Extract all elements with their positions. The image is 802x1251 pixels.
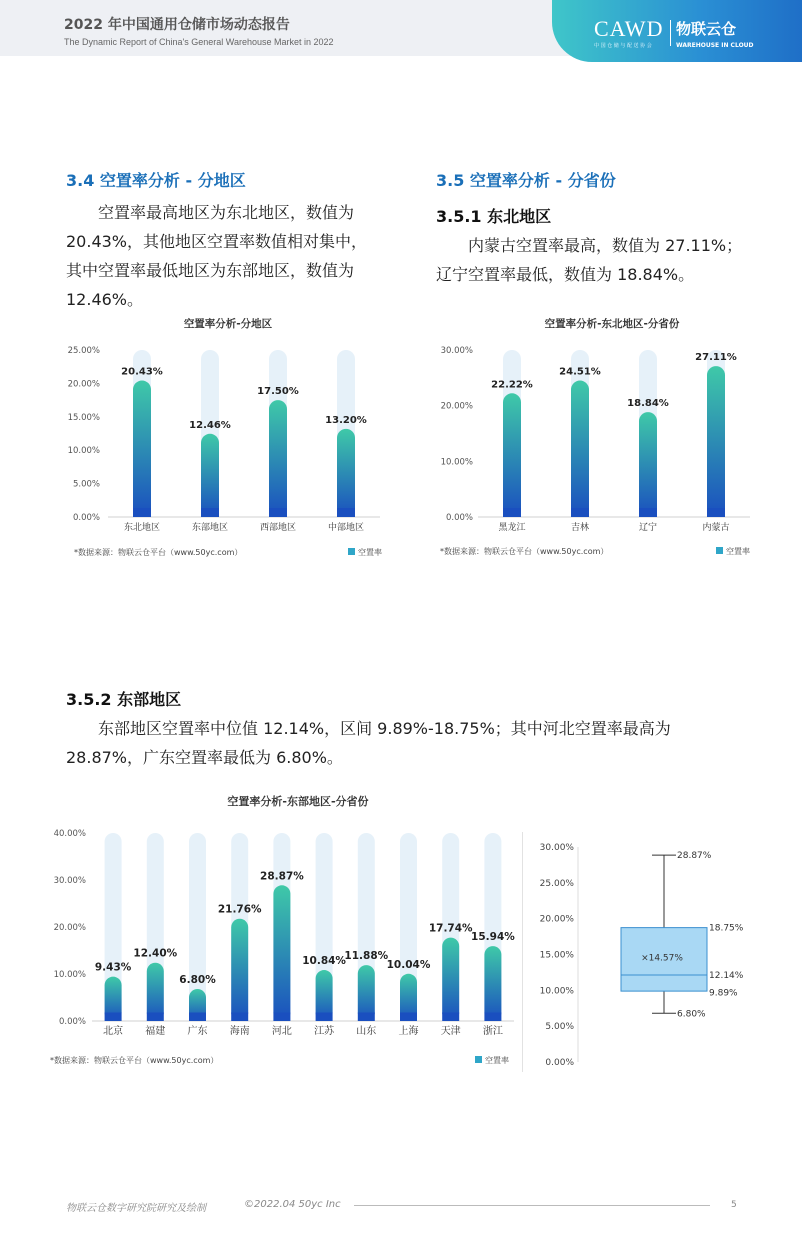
x-tick-label: 广东 — [187, 1026, 208, 1037]
data-label: 12.46% — [189, 419, 231, 431]
section-351-paragraph — [436, 231, 766, 289]
brand-logo-subtitle: WAREHOUSE IN CLOUD — [676, 42, 754, 49]
data-label: 27.11% — [695, 352, 737, 364]
median-label: 12.14% — [709, 970, 744, 981]
legend-label: 空置率 — [485, 1056, 509, 1065]
y-tick-label: 30.00% — [53, 876, 86, 886]
bar-base — [231, 1013, 248, 1022]
chart-east-svg — [44, 788, 520, 1073]
bar — [273, 885, 290, 1021]
data-label: 18.84% — [627, 398, 669, 410]
cawd-logo-subtitle: 中 国 仓 储 与 配 送 协 会 — [594, 43, 652, 49]
section-352-paragraph — [66, 714, 746, 772]
x-tick-label: 西部地区 — [259, 523, 297, 533]
chart-by-region — [60, 310, 390, 565]
data-label: 21.76% — [217, 903, 262, 916]
chart-east-boxplot — [530, 835, 760, 1075]
section-352-line-2: 28.87%，广东空置率最低为 6.80%。 — [66, 748, 343, 767]
bar-base — [337, 508, 355, 517]
bar-base — [105, 1013, 122, 1022]
x-tick-label: 内蒙古 — [702, 523, 730, 533]
y-tick-label: 20.00% — [53, 923, 86, 933]
y-tick-label: 20.00% — [440, 401, 473, 412]
mean-label: ×14.57% — [641, 953, 683, 964]
bar-base — [639, 508, 657, 517]
x-tick-label: 福建 — [145, 1026, 166, 1037]
section-352-line-1: 东部地区空置率中位值 12.14%，区间 9.89%-18.75%；其中河北空置率最高为 — [98, 719, 671, 738]
data-source-note: *数据来源：物联云仓平台（www.50yc.com） — [74, 548, 243, 557]
y-tick-label: 10.00% — [53, 970, 86, 980]
data-source-note: *数据来源：物联云仓平台（www.50yc.com） — [440, 547, 609, 556]
section-352-heading: 3.5.2 东部地区 — [66, 690, 182, 709]
x-tick-label: 吉林 — [570, 523, 590, 533]
y-tick-label: 0.00% — [445, 513, 473, 523]
x-tick-label: 北京 — [103, 1026, 124, 1037]
y-tick-label: 40.00% — [53, 829, 86, 839]
bar — [231, 919, 248, 1021]
x-tick-label: 中部地区 — [327, 523, 365, 533]
data-label: 10.84% — [302, 955, 346, 968]
section-34-line-3: 其中空置率最低地区为东部地区，数值为 — [66, 261, 355, 280]
x-tick-label: 山东 — [356, 1026, 377, 1037]
y-tick-label: 20.00% — [67, 379, 100, 390]
chart-northeast-provinces — [430, 310, 760, 565]
bar-base — [269, 508, 287, 517]
legend-swatch — [475, 1056, 482, 1063]
bar — [201, 434, 219, 517]
data-label: 15.94% — [471, 931, 515, 944]
section-34-line-4: 12.46%。 — [66, 290, 144, 309]
chart-by-region-svg — [60, 310, 390, 565]
y-tick-label: 5.00% — [545, 1022, 574, 1033]
section-351-heading: 3.5.1 东北地区 — [436, 207, 552, 226]
data-label: 24.51% — [559, 366, 601, 378]
x-tick-label: 江苏 — [314, 1026, 335, 1037]
x-tick-label: 辽宁 — [638, 523, 658, 533]
y-tick-label: 30.00% — [440, 346, 473, 356]
x-tick-label: 上海 — [398, 1026, 419, 1037]
legend-label: 空置率 — [358, 548, 382, 557]
y-tick-label: 0.00% — [58, 1017, 86, 1027]
logo-block — [552, 0, 802, 62]
data-label: 11.88% — [344, 950, 389, 963]
bar-base — [400, 1013, 417, 1022]
footer-copyright: ©2022.04 50yc Inc — [244, 1199, 341, 1210]
bar-base — [571, 508, 589, 517]
bar-base — [133, 508, 151, 517]
y-tick-label: 25.00% — [539, 878, 574, 889]
y-tick-label: 20.00% — [539, 914, 574, 925]
x-tick-label: 黑龙江 — [498, 523, 526, 533]
data-label: 17.50% — [257, 386, 299, 398]
bar — [503, 393, 521, 517]
chart-divider — [522, 832, 523, 1072]
section-351-line-2: 辽宁空置率最低，数值为 18.84%。 — [436, 265, 695, 284]
chart-east-provinces — [44, 788, 520, 1073]
chart-title: 空置率分析-分地区 — [183, 318, 273, 330]
section-35-heading: 3.5 空置率分析 - 分省份 — [436, 171, 616, 190]
footer-rule — [354, 1205, 710, 1206]
bar-base — [707, 508, 725, 517]
x-tick-label: 天津 — [440, 1026, 461, 1037]
y-tick-label: 5.00% — [72, 479, 100, 490]
section-351-line-1: 内蒙古空置率最高，数值为 27.11%； — [468, 236, 743, 255]
report-subtitle: The Dynamic Report of China's General Warehouse Market in 2022 — [64, 37, 334, 47]
data-label: 6.80% — [179, 974, 216, 987]
data-label: 9.43% — [94, 961, 132, 974]
bar — [484, 946, 501, 1021]
bar — [147, 963, 164, 1021]
min-label: 6.80% — [677, 1009, 706, 1020]
y-tick-label: 0.00% — [72, 513, 100, 523]
bar-base — [316, 1013, 333, 1022]
data-source-note: *数据来源：物联云仓平台（www.50yc.com） — [50, 1056, 219, 1065]
legend-swatch — [716, 547, 723, 554]
bar — [337, 429, 355, 517]
bar — [269, 400, 287, 517]
chart-title: 空置率分析-东部地区-分省份 — [227, 795, 369, 808]
x-tick-label: 东部地区 — [191, 523, 229, 533]
bar-base — [358, 1013, 375, 1022]
cawd-logo: CAWD — [594, 16, 664, 41]
boxplot-svg — [530, 835, 760, 1075]
footer-credit: 物联云仓数字研究院研究及绘制 — [66, 1203, 206, 1214]
legend-swatch — [348, 548, 355, 555]
data-label: 12.40% — [133, 947, 178, 960]
y-tick-label: 10.00% — [440, 457, 473, 468]
bar-base — [503, 508, 521, 517]
logo-separator — [670, 20, 671, 46]
bar — [442, 938, 459, 1021]
y-tick-label: 10.00% — [539, 986, 574, 997]
q1-label: 9.89% — [709, 988, 738, 999]
section-34-line-2: 20.43%，其他地区空置率数值相对集中， — [66, 232, 368, 251]
data-label: 10.04% — [386, 958, 431, 971]
y-tick-label: 30.00% — [539, 843, 574, 853]
bar-base — [484, 1013, 501, 1022]
bar-base — [442, 1013, 459, 1022]
bar — [133, 381, 151, 517]
data-label: 20.43% — [121, 366, 163, 378]
bar-base — [273, 1013, 290, 1022]
data-label: 17.74% — [428, 922, 473, 935]
y-tick-label: 15.00% — [67, 412, 100, 423]
y-tick-label: 10.00% — [67, 446, 100, 457]
bar-base — [201, 508, 219, 517]
bar-base — [147, 1013, 164, 1022]
data-label: 22.22% — [491, 379, 533, 391]
chart-title: 空置率分析-东北地区-分省份 — [544, 318, 680, 330]
bar — [639, 412, 657, 517]
x-tick-label: 浙江 — [482, 1026, 503, 1037]
y-tick-label: 15.00% — [539, 950, 574, 961]
q3-label: 18.75% — [709, 923, 744, 934]
legend-label: 空置率 — [726, 547, 750, 556]
section-34-line-1: 空置率最高地区为东北地区，数值为 — [98, 203, 355, 222]
data-label: 13.20% — [325, 414, 367, 426]
y-tick-label: 25.00% — [67, 346, 100, 356]
y-tick-label: 0.00% — [545, 1058, 574, 1068]
section-34-heading: 3.4 空置率分析 - 分地区 — [66, 171, 246, 190]
brand-logo: 物联云仓 — [676, 20, 737, 38]
bar-base — [189, 1013, 206, 1022]
max-label: 28.87% — [677, 851, 712, 862]
chart-northeast-svg — [430, 310, 760, 565]
x-tick-label: 河北 — [271, 1026, 292, 1037]
section-34-paragraph — [66, 198, 396, 314]
report-title: 2022 年中国通用仓储市场动态报告 — [64, 17, 290, 33]
bar — [571, 381, 589, 517]
x-tick-label: 海南 — [229, 1026, 250, 1037]
bar — [707, 366, 725, 517]
page-number: 5 — [731, 1200, 737, 1210]
data-label: 28.87% — [260, 870, 304, 883]
x-tick-label: 东北地区 — [123, 523, 161, 533]
